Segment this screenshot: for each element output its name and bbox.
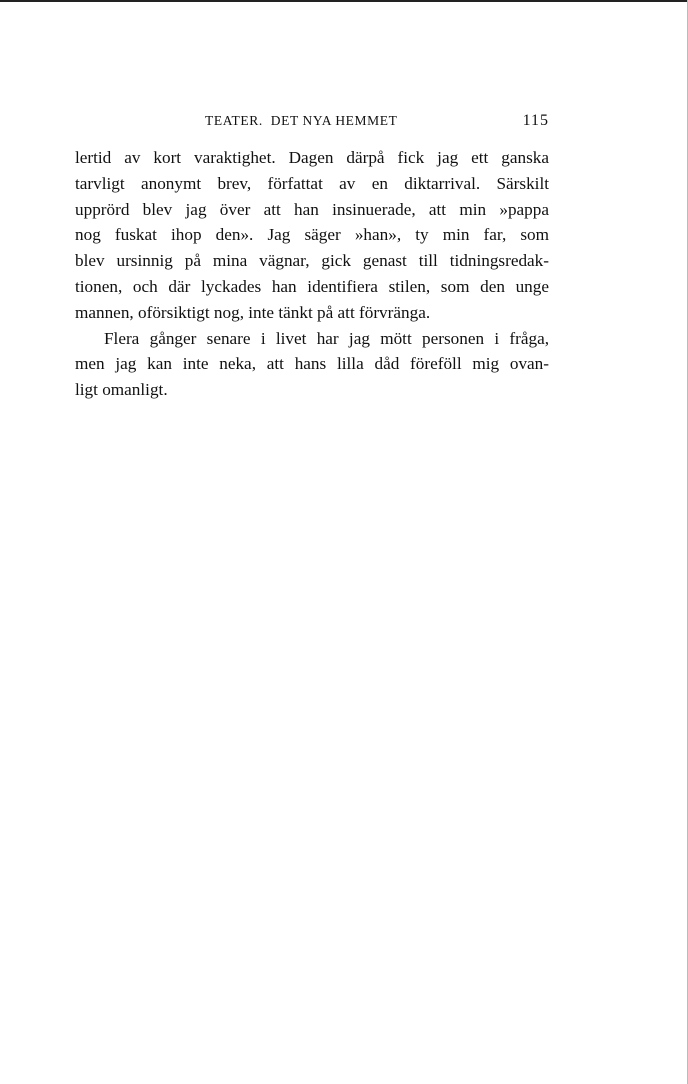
paragraph bbox=[75, 145, 549, 326]
text-line: Flera gånger senare i livet har jag mött personen i fråga, bbox=[104, 328, 549, 348]
text-line: lertid av kort varaktighet. Dagen därpå fick jag ett ganska bbox=[75, 148, 549, 167]
paragraph bbox=[75, 326, 549, 403]
text-line: tionen, och där lyckades han identifiera stilen, som den unge bbox=[75, 276, 549, 296]
page-top-edge bbox=[0, 0, 688, 2]
text-line: tarvligt anonymt brev, författat av en diktarrival. Särskilt bbox=[75, 173, 549, 193]
text-line: upprörd blev jag över att han insinuerade, att min »pappa bbox=[75, 199, 549, 219]
running-title: TEATER. DET NYA HEMMET bbox=[205, 113, 398, 128]
page-header bbox=[75, 113, 549, 133]
text-line: ligt omanligt. bbox=[75, 380, 168, 400]
text-line: men jag kan inte neka, att hans lilla dåd föreföll mig ovan- bbox=[75, 354, 549, 374]
page-body bbox=[75, 145, 549, 403]
page-number: 115 bbox=[522, 112, 549, 129]
text-line: blev ursinnig på mina vägnar, gick genast till tidningsredak- bbox=[75, 251, 549, 271]
text-line: mannen, oförsiktigt nog, inte tänkt på att förvränga. bbox=[75, 302, 431, 322]
text-line: nog fuskat ihop den». Jag säger »han», ty min far, som bbox=[75, 225, 549, 245]
